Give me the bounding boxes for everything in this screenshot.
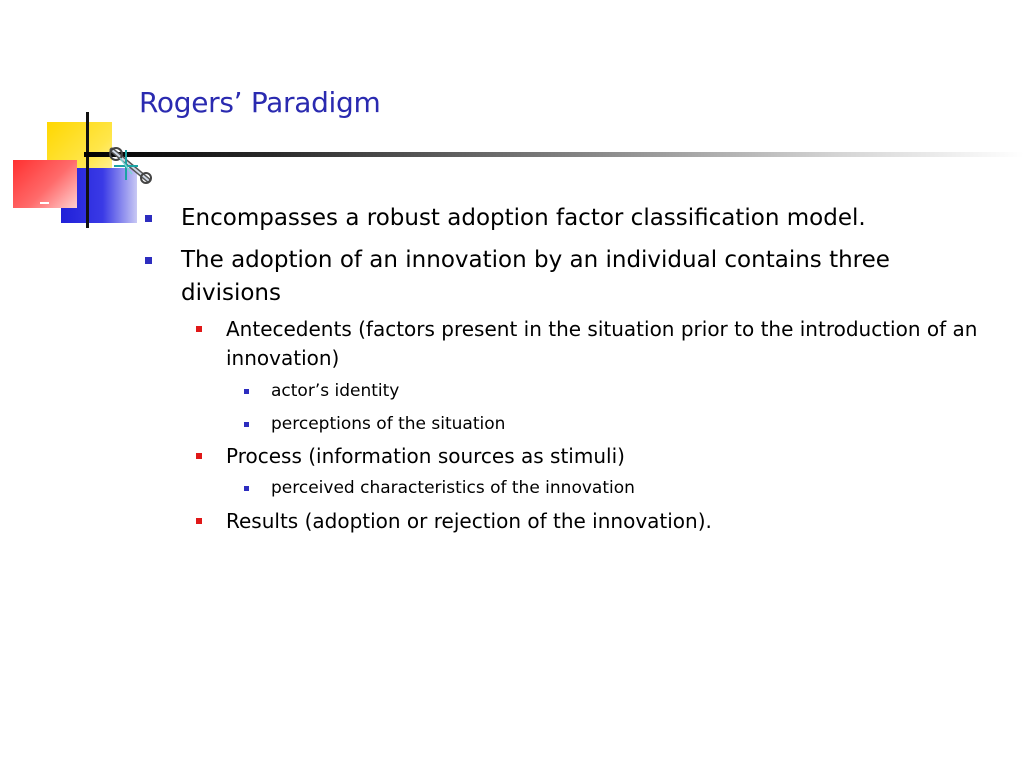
slide-title: Rogers’ Paradigm bbox=[139, 86, 381, 119]
red-square-dash-decoration bbox=[40, 202, 49, 204]
sub-sub-bullet-item bbox=[244, 379, 985, 403]
sub-sub-bullet-text: actor’s identity bbox=[271, 381, 400, 401]
sub-bullet-text: Results (adoption or rejection of the innovation). bbox=[226, 509, 712, 533]
square-bullet-icon bbox=[196, 518, 202, 524]
square-bullet-icon bbox=[145, 215, 152, 222]
sub-sub-bullet-text: perceived characteristics of the innovation bbox=[271, 478, 635, 498]
sub-bullet-item bbox=[196, 315, 985, 373]
bullet-text: The adoption of an innovation by an individual contains three divisions bbox=[181, 247, 890, 306]
wrench-tool-icon bbox=[108, 146, 154, 186]
bullet-list bbox=[145, 202, 985, 543]
bullet-item bbox=[145, 244, 985, 310]
sub-sub-bullet-item bbox=[244, 412, 985, 436]
square-bullet-icon bbox=[196, 326, 202, 332]
sub-bullet-text: Antecedents (factors present in the situation prior to the introduction of an innovation) bbox=[226, 317, 978, 370]
square-bullet-icon bbox=[244, 389, 249, 394]
vertical-line-decoration bbox=[86, 112, 89, 228]
sub-bullet-item bbox=[196, 442, 985, 471]
square-bullet-icon bbox=[244, 422, 249, 427]
sub-sub-bullet-text: perceptions of the situation bbox=[271, 414, 506, 434]
sub-sub-bullet-item bbox=[244, 476, 985, 500]
sub-bullet-text: Process (information sources as stimuli) bbox=[226, 444, 625, 468]
square-bullet-icon bbox=[196, 453, 202, 459]
square-bullet-icon bbox=[145, 257, 152, 264]
sub-bullet-item bbox=[196, 507, 985, 536]
red-square-decoration bbox=[13, 160, 77, 208]
bullet-text: Encompasses a robust adoption factor classification model. bbox=[181, 205, 866, 231]
title-underline-decoration bbox=[84, 152, 1024, 157]
square-bullet-icon bbox=[244, 486, 249, 491]
bullet-item bbox=[145, 202, 985, 235]
